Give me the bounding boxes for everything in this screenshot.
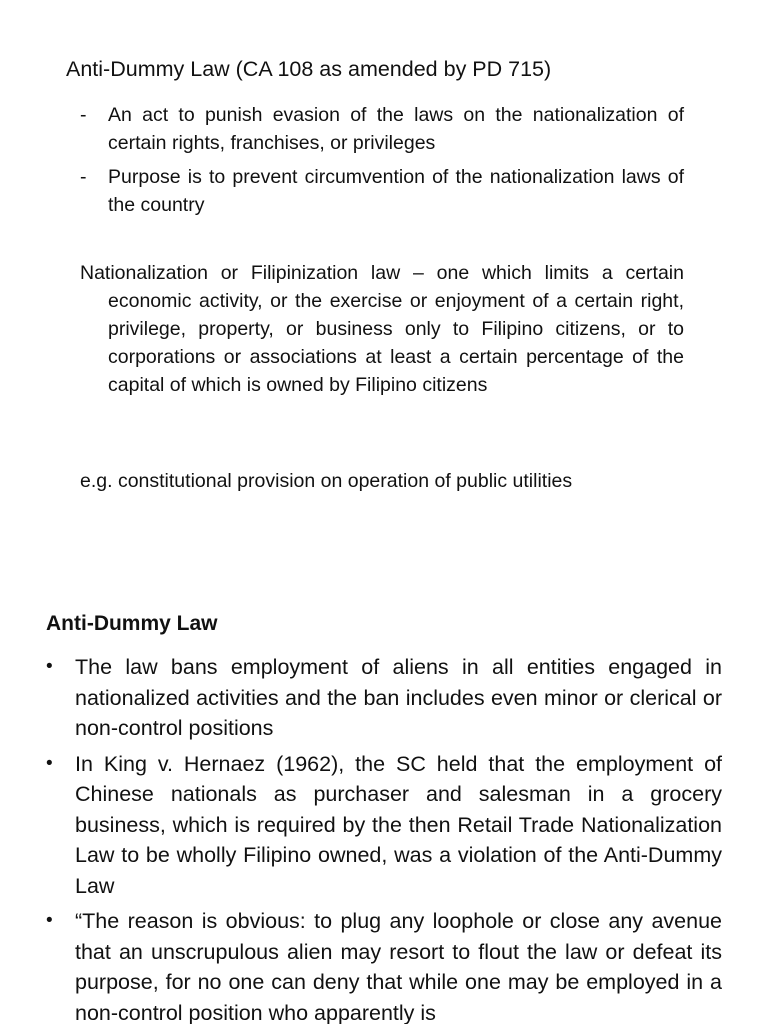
list-item <box>46 749 722 902</box>
list-item <box>80 163 684 219</box>
dash-point-list <box>80 101 684 225</box>
dash-marker: - <box>80 104 87 126</box>
slide-title: Anti-Dummy Law <box>46 612 218 635</box>
list-item <box>80 101 684 157</box>
list-item-text: An act to punish evasion of the laws on the nationalization of certain rights, franchises, or privileges <box>108 104 684 154</box>
slide-anti-dummy-law-details <box>0 580 768 1024</box>
nationalization-law-definition: Nationalization or Filipinization law – one which limits a certain economic activity, or the exercise or enjoyment of a certain right, privilege, property, or business only to Filipino citizens, or to corporations or associations at least a certain percentage of the capital of which is owned by Filipino citizens <box>80 262 684 396</box>
list-item <box>46 652 722 744</box>
list-item-text: The law bans employment of aliens in all entities engaged in nationalized activities and the ban includes even minor or clerical or non-control positions <box>75 655 722 740</box>
example-text: e.g. constitutional provision on operation of public utilities <box>80 470 573 492</box>
list-item-text: “The reason is obvious: to plug any loophole or close any avenue that an unscrupulous alien may resort to flout the law or defeat its purpose, for no one can deny that while one may be employed in a non-control position who apparently is <box>75 909 722 1024</box>
list-item-text: Purpose is to prevent circumvention of the nationalization laws of the country <box>108 166 684 216</box>
bullet-marker: • <box>46 752 53 774</box>
dash-marker: - <box>80 166 87 188</box>
slide-title: Anti-Dummy Law (CA 108 as amended by PD 715) <box>66 57 552 81</box>
bullet-marker: • <box>46 910 53 931</box>
list-item <box>46 906 722 1024</box>
list-item-text: In King v. Hernaez (1962), the SC held that the employment of Chinese nationals as purchaser and salesman in a grocery business, which is required by the then Retail Trade Nationalization Law to be wholly Filipino owned, was a violation of the Anti-Dummy Law <box>75 751 722 898</box>
bullet-marker: • <box>46 656 53 677</box>
bullet-list <box>46 652 722 1024</box>
